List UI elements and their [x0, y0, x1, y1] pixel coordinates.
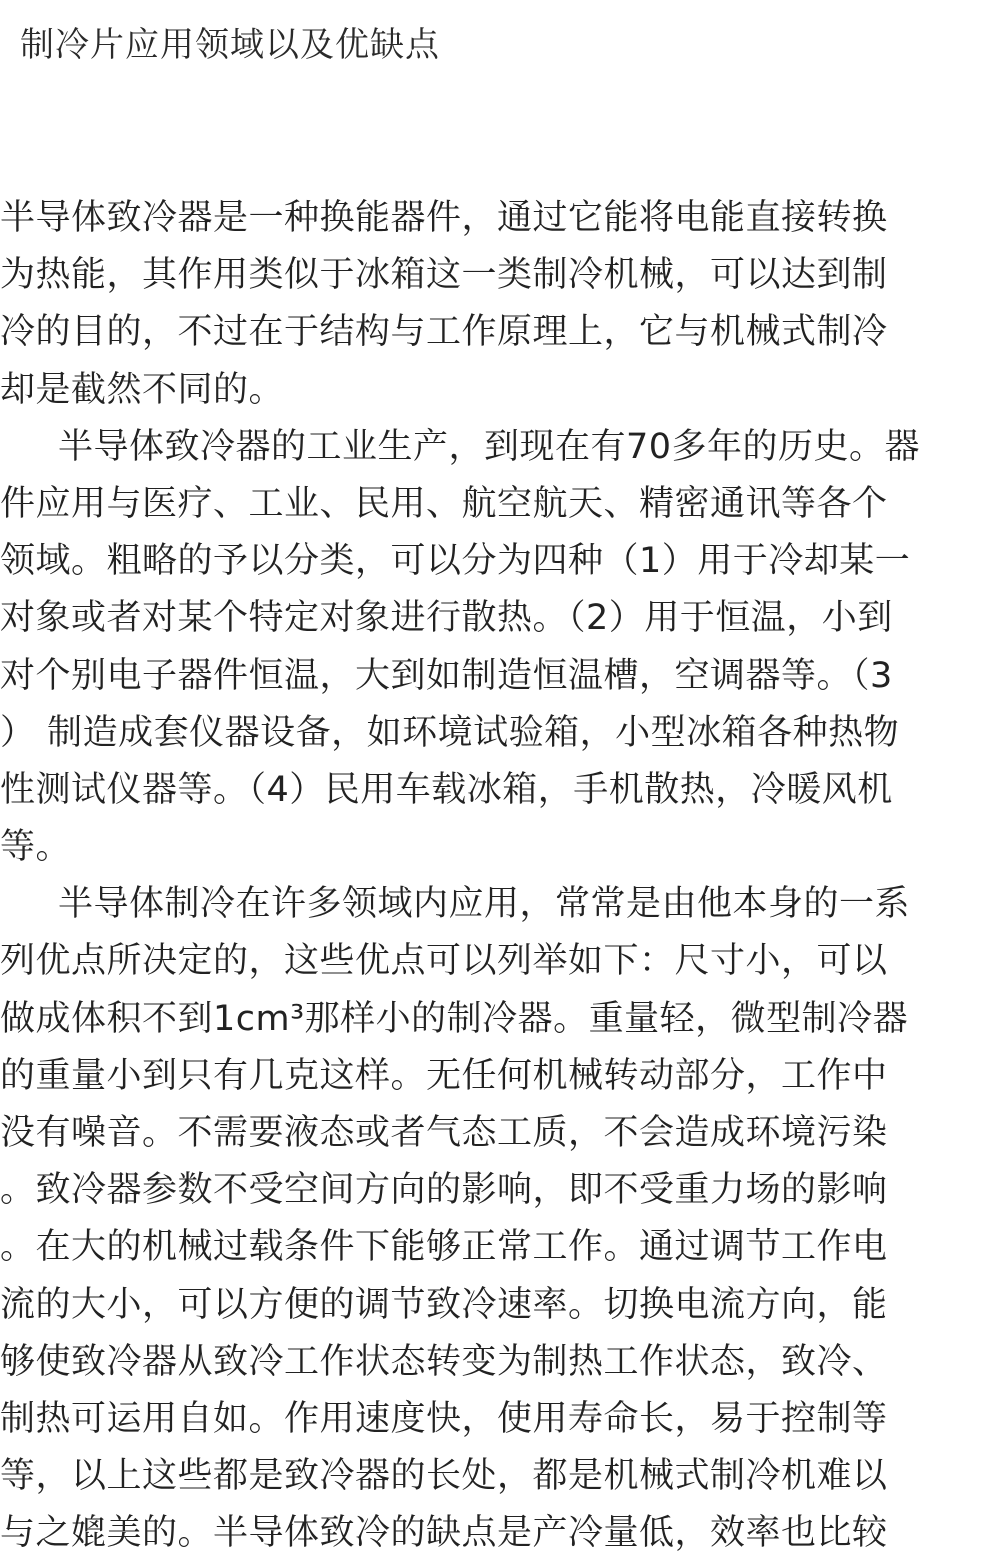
paragraph-2-line-3: 领域。粗略的予以分类，可以分为四种（1）用于冷却某一	[0, 541, 911, 582]
paragraph-2-line-7: 性测试仪器等。（4）民用车载冰箱，手机散热，冷暖风机	[0, 769, 893, 810]
paragraph-1-line-3: 冷的目的，不过在于结构与工作原理上，它与机械式制冷	[0, 312, 888, 353]
paragraph-2-line-1: 半导体致冷器的工业生产，到现在有70多年的历史。器	[58, 426, 921, 467]
paragraph-3-line-5: 没有噪音。不需要液态或者气态工质，不会造成环境污染	[0, 1113, 888, 1153]
article-body	[0, 190, 990, 1563]
paragraph-2-line-5: 对个别电子器件恒温，大到如制造恒温槽，空调器等。（3	[0, 655, 893, 696]
paragraph-1-line-4: 却是截然不同的。	[0, 369, 285, 410]
paragraph-3-line-7: 。在大的机械过载条件下能够正常工作。通过调节工作电	[0, 1227, 888, 1268]
paragraph-2-line-6: ） 制造成套仪器设备，如环境试验箱，小型冰箱各种热物	[0, 712, 900, 753]
paragraph-3-line-4: 的重量小到只有几克这样。无任何机械转动部分，工作中	[0, 1055, 888, 1096]
paragraph-2-line-4: 对象或者对某个特定对象进行散热。（2）用于恒温，小到	[0, 598, 893, 639]
paragraph-3-line-10: 制热可运用自如。作用速度快，使用寿命长，易于控制等	[0, 1398, 888, 1439]
paragraph-3-line-1: 半导体制冷在许多领域内应用，常常是由他本身的一系	[58, 884, 911, 925]
paragraph-3-line-11: 等，以上这些都是致冷器的长处，都是机械式制冷机难以	[0, 1456, 888, 1497]
paragraph-1-line-2: 为热能，其作用类似于冰箱这一类制冷机械，可以达到制	[0, 255, 888, 296]
paragraph-2-line-2: 件应用与医疗、工业、民用、航空航天、精密通讯等各个	[0, 483, 888, 524]
paragraph-3-line-12: 与之媲美的。半导体致冷的缺点是产冷量低，效率也比较	[0, 1513, 888, 1554]
paragraph-2-line-8: 等。	[0, 827, 72, 868]
paragraph-3-line-2: 列优点所决定的，这些优点可以列举如下：尺寸小，可以	[0, 941, 888, 982]
paragraph-3-line-6: 。致冷器参数不受空间方向的影响，即不受重力场的影响	[0, 1170, 888, 1211]
document-title: 制冷片应用领域以及优缺点	[20, 25, 440, 65]
paragraph-3-line-9: 够使致冷器从致冷工作状态转变为制热工作状态，致冷、	[0, 1341, 888, 1382]
paragraph-3-line-8: 流的大小，可以方便的调节致冷速率。切换电流方向，能	[0, 1284, 888, 1325]
paragraph-1-line-1: 半导体致冷器是一种换能器件，通过它能将电能直接转换	[0, 198, 888, 238]
paragraph-3-line-3: 做成体积不到1cm³那样小的制冷器。重量轻，微型制冷器	[0, 998, 909, 1039]
